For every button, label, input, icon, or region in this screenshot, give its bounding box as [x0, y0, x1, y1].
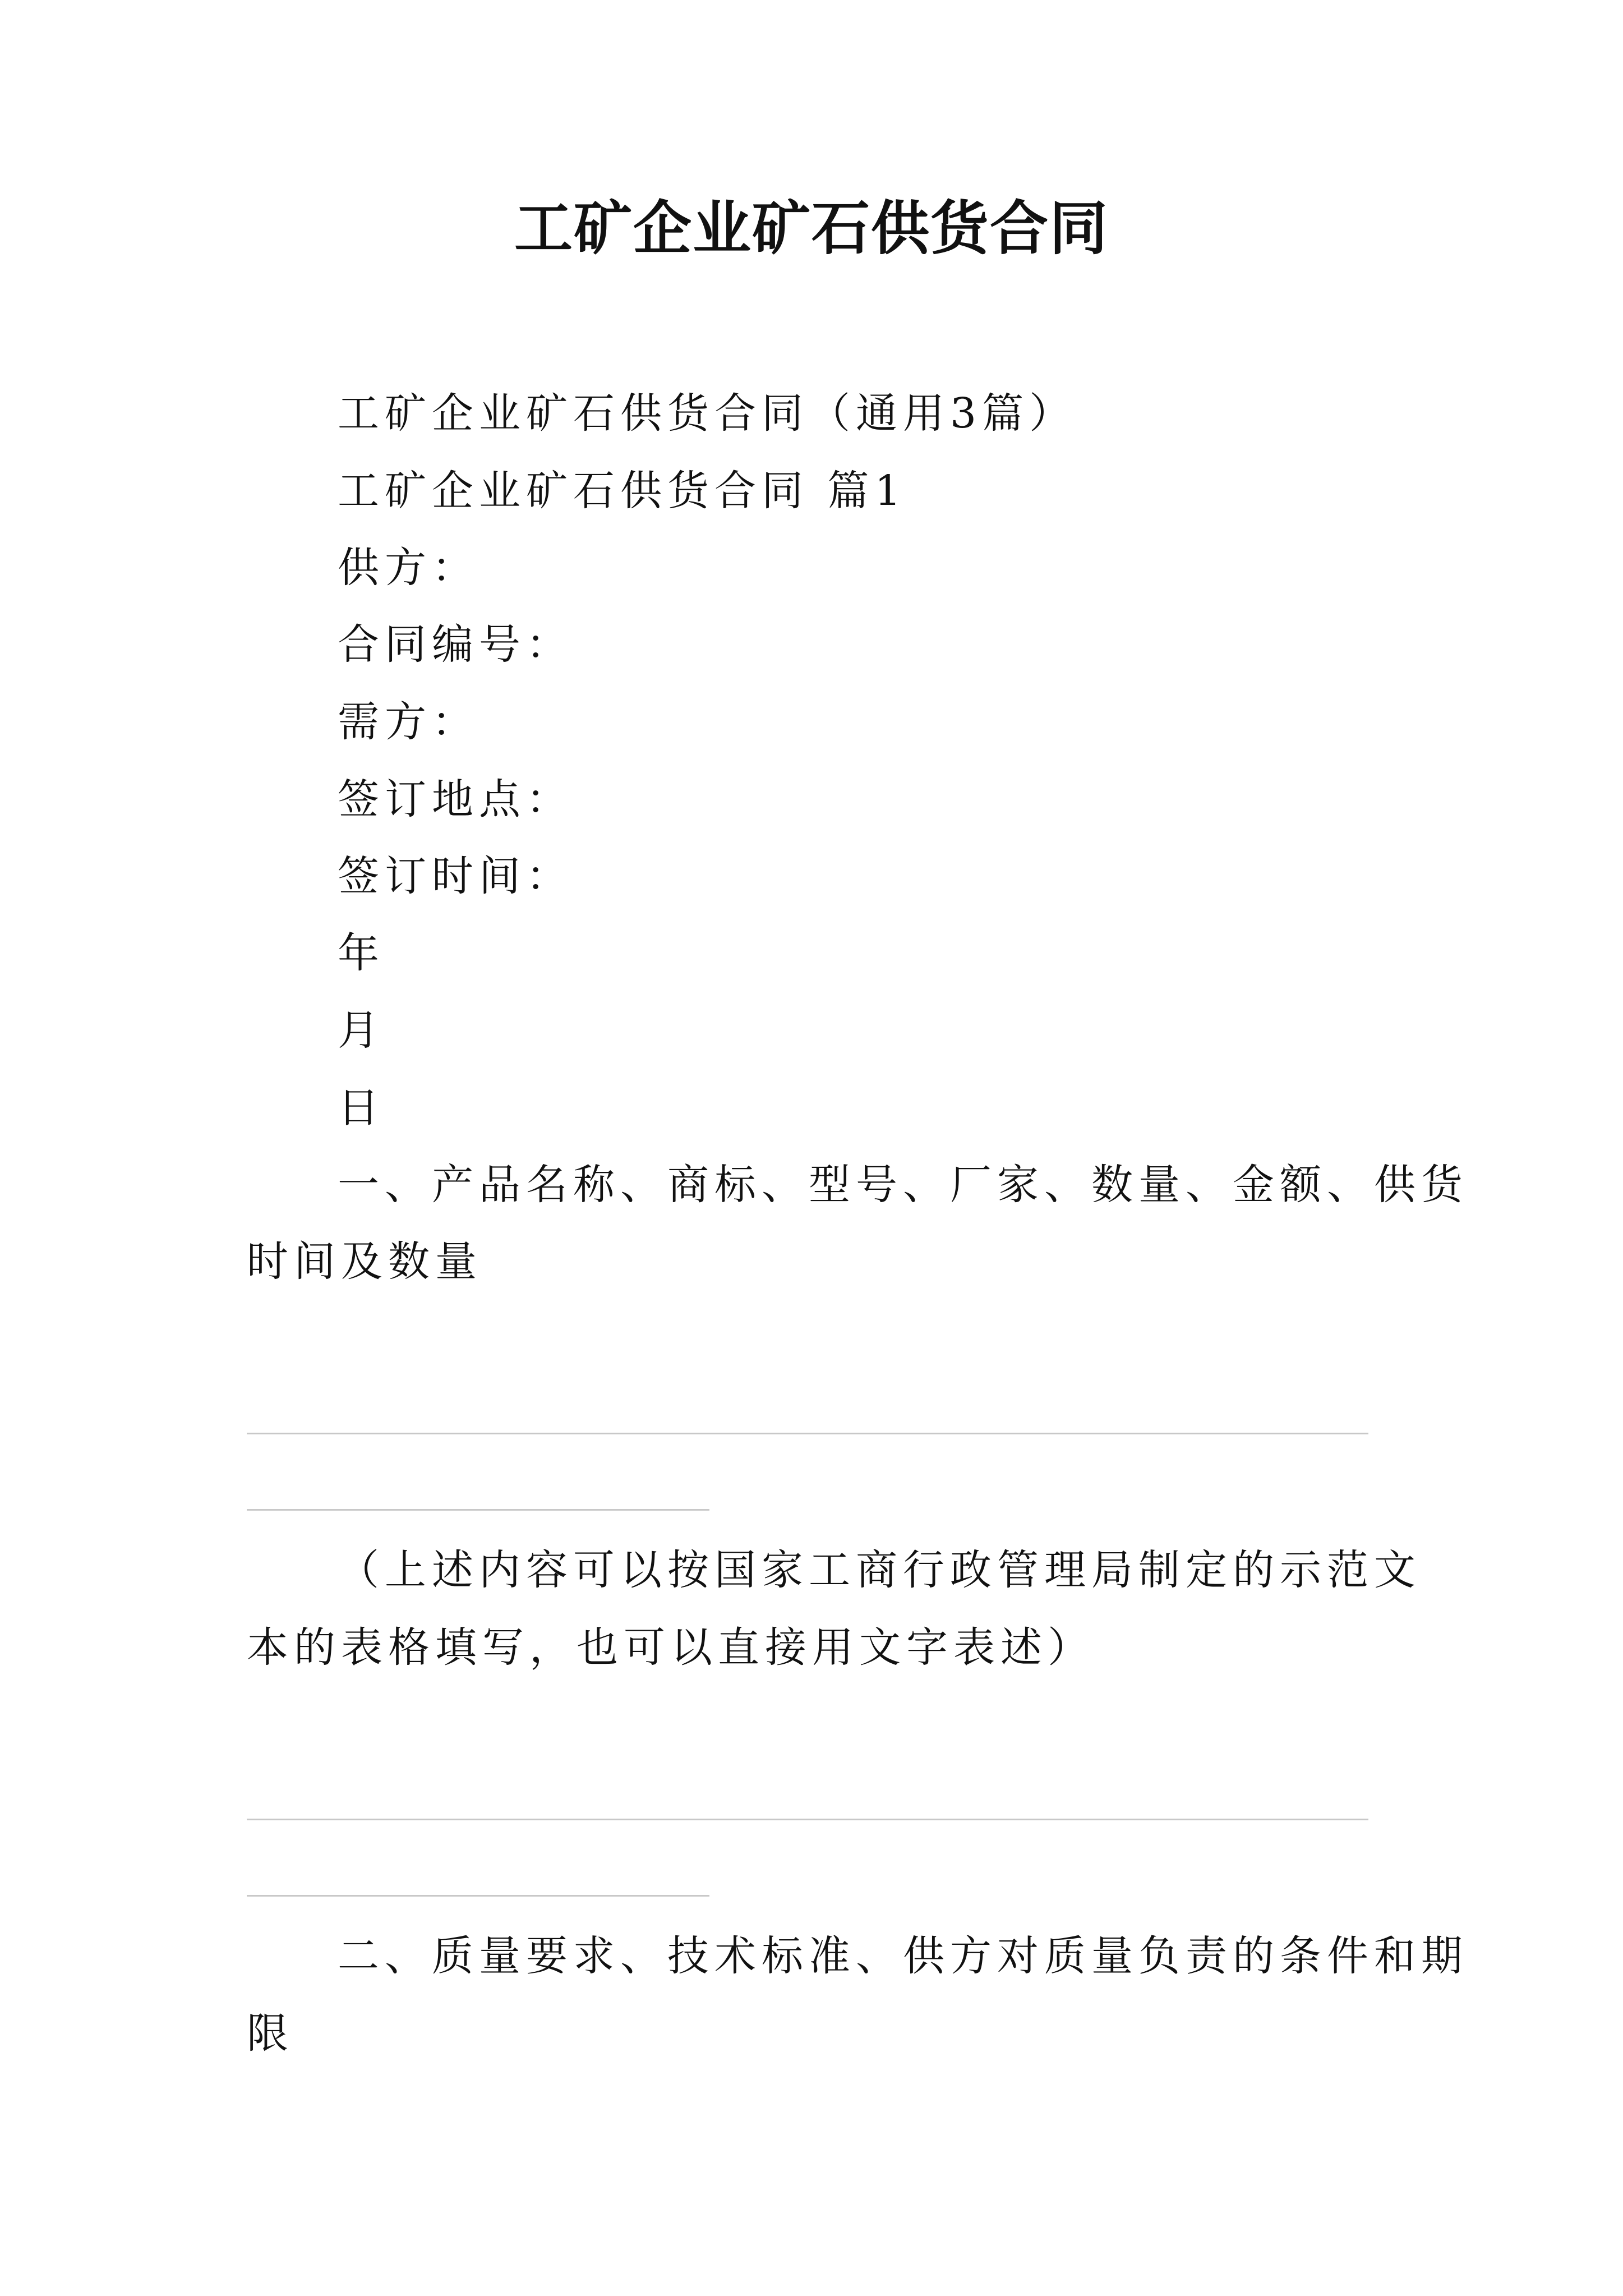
date-day-label: 日 [338, 1084, 385, 1132]
fill-in-rule [247, 1509, 709, 1511]
part-heading: 工矿企业矿石供货合同 篇1 [338, 467, 907, 515]
fill-in-rule [247, 1819, 1368, 1820]
supplier-field-label: 供方： [338, 544, 479, 592]
note-line1: （上述内容可以按国家工商行政管理局制定的示范文 [338, 1546, 1421, 1594]
section1-heading-line1: 一、产品名称、商标、型号、厂家、数量、金额、供货 [338, 1161, 1468, 1209]
sign-time-field-label: 签订时间： [338, 852, 573, 900]
fill-in-rule [247, 1895, 709, 1897]
fill-in-rule [247, 1433, 1368, 1434]
document-title: 工矿企业矿石供货合同 [514, 194, 1109, 263]
section2-heading-line1: 二、质量要求、技术标准、供方对质量负责的条件和期 [338, 1932, 1468, 1980]
section1-heading-line2: 时间及数量 [247, 1237, 482, 1286]
date-year-label: 年 [338, 929, 385, 977]
document-subtitle: 工矿企业矿石供货合同（通用3篇） [338, 389, 1077, 438]
note-line2: 本的表格填写，也可以直接用文字表述） [247, 1623, 1095, 1672]
buyer-field-label: 需方： [338, 698, 479, 746]
date-month-label: 月 [338, 1006, 385, 1055]
section2-heading-line2: 限 [247, 2009, 294, 2058]
sign-place-field-label: 签订地点： [338, 775, 573, 823]
contract-number-field-label: 合同编号： [338, 620, 573, 669]
